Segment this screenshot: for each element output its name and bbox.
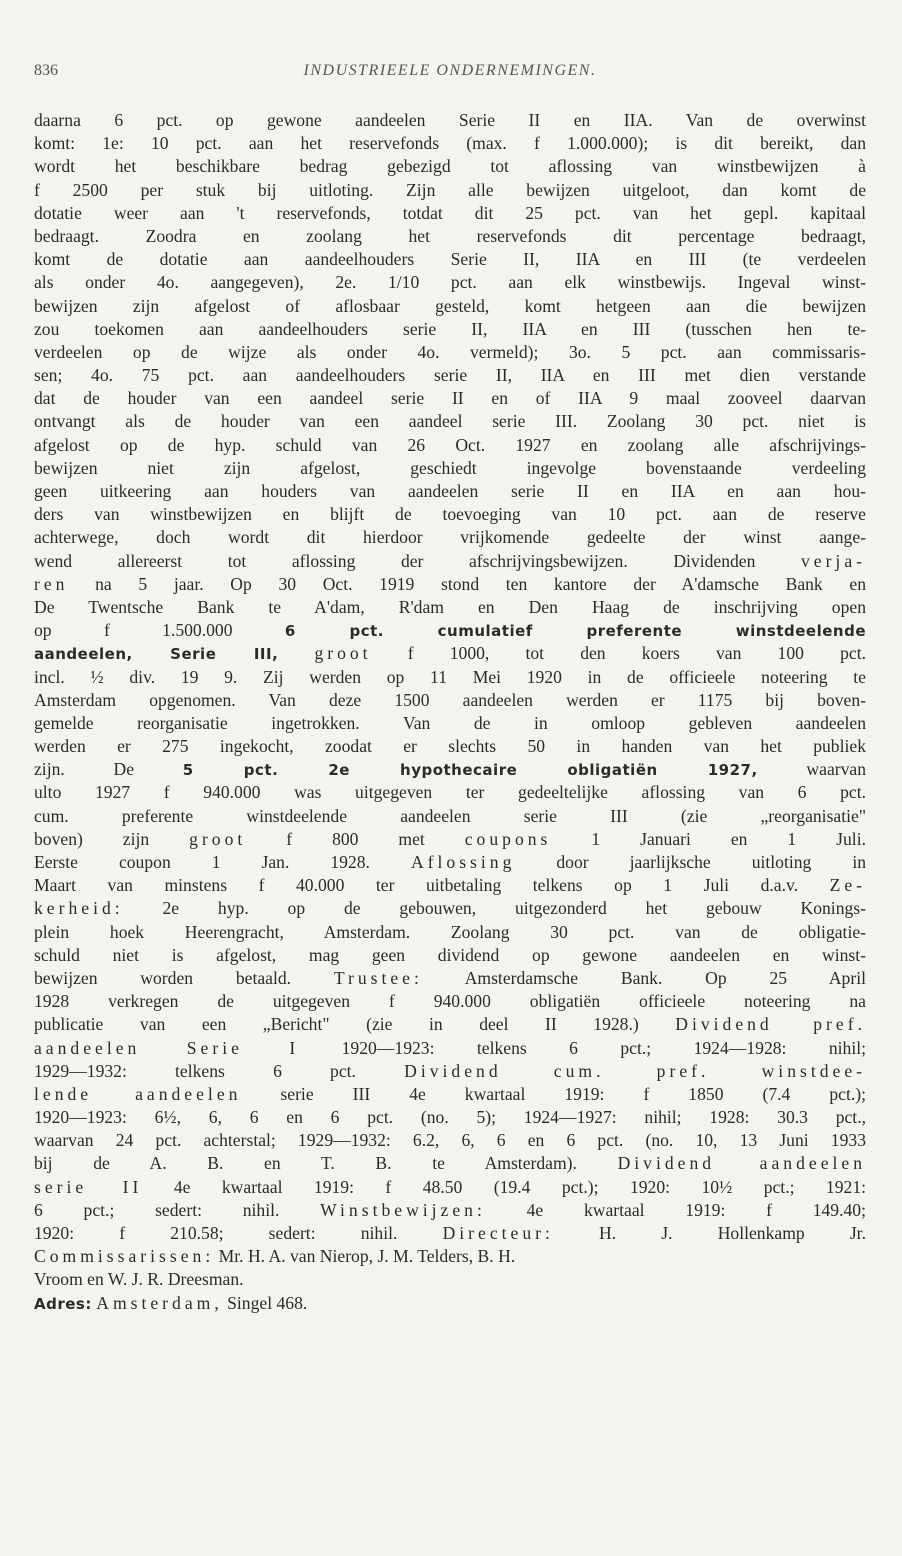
bold-run: 6 pct. cumulatief preferente winstdeelende <box>284 622 867 641</box>
text-run: komt: 1e: 10 pct. aan het reservefonds (max. f 1.000.000); is dit bereikt, dan <box>34 133 866 154</box>
text-line <box>34 1268 866 1291</box>
text-line <box>34 1292 866 1315</box>
text-line <box>34 1199 866 1222</box>
text-line <box>34 967 866 990</box>
text-run: schuld niet is afgelost, mag geen dividend op gewone aandeelen en winst- <box>34 944 866 965</box>
text-line <box>34 1060 866 1083</box>
text-line <box>34 1037 866 1060</box>
text-line <box>34 666 866 689</box>
text-run: plein hoek Heerengracht, Amsterdam. Zoolang 30 pct. van de obligatie- <box>34 921 866 942</box>
text-run: Eerste coupon 1 Jan. 1928. <box>34 852 411 872</box>
text-line <box>34 805 866 828</box>
spaced-run: Dividend aandeelen <box>617 1153 867 1174</box>
text-run: achterwege, doch wordt dit hierdoor vrijkomende gedeelte der winst aange- <box>34 527 866 548</box>
text-run: bij de A. B. en T. B. te Amsterdam). <box>34 1153 618 1174</box>
text-line <box>34 179 866 202</box>
text-run: 4e kwartaal 1919: f 149.40; <box>485 1199 866 1220</box>
bold-run: Adres: <box>34 1294 92 1313</box>
text-line <box>34 689 866 712</box>
text-line <box>34 921 866 944</box>
text-line <box>34 990 866 1013</box>
text-line <box>34 1176 866 1199</box>
text-run: verdeelen op de wijze als onder 4o. vermeld); 3o. 5 pct. aan commissaris- <box>34 341 866 362</box>
text-line <box>34 434 866 457</box>
text-line <box>34 271 866 294</box>
text-run: H. J. Hollenkamp Jr. <box>553 1223 866 1243</box>
text-run: 1929—1932: telkens 6 pct. <box>34 1060 405 1081</box>
text-run: op f 1.500.000 <box>34 620 285 641</box>
text-run: dat de houder van een aandeel serie II en of IIA 9 maal zooveel daarvan <box>34 388 866 409</box>
spaced-run: aandeelen Serie I <box>34 1037 300 1058</box>
text-run: cum. preferente winstdeelende aandeelen serie III (zie „reorganisatie" <box>34 805 866 826</box>
text-line <box>34 225 866 248</box>
text-run <box>278 643 314 663</box>
text-run: f 2500 per stuk bij uitloting. Zijn alle bewijzen uitgeloot, dan komt de <box>34 179 866 200</box>
text-run: Mr. H. A. van Nierop, J. M. Telders, B. H. <box>214 1246 516 1267</box>
text-line <box>34 1222 866 1245</box>
text-run: door jaarlijksche uitloting in <box>515 852 867 872</box>
page-header <box>34 62 866 86</box>
text-run: f 1000, tot den koers van 100 pct. <box>371 643 866 664</box>
text-line <box>34 758 866 781</box>
text-run: boven) zijn <box>34 828 190 849</box>
spaced-run: serie II <box>34 1176 143 1197</box>
spaced-run: Dividend pref. <box>675 1014 866 1035</box>
text-run: 1 Januari en 1 Juli. <box>551 828 866 849</box>
text-run: ders van winstbewijzen en blijft de toevoeging van 10 pct. aan de reserve <box>34 504 866 525</box>
text-run: 1920—1923: telkens 6 pct.; 1924—1928: nihil; <box>299 1037 866 1058</box>
text-line <box>34 248 866 271</box>
text-run: bewijzen zijn afgelost of aflosbaar gesteld, komt hetgeen aan die bewijzen <box>34 295 866 316</box>
text-run: ulto 1927 f 940.000 was uitgegeven ter gedeeltelijke aflossing van 6 pct. <box>34 782 866 803</box>
text-line <box>34 1129 866 1152</box>
text-line <box>34 874 866 897</box>
text-run: 4e kwartaal 1919: f 48.50 (19.4 pct.); 1920: 10½ pct.; 1921: <box>142 1176 867 1197</box>
text-line <box>34 1083 866 1106</box>
running-title: INDUSTRIEELE ONDERNEMINGEN. <box>303 62 597 79</box>
text-run: na 5 jaar. Op 30 Oct. 1919 stond ten kantore der A'damsche Bank en <box>68 573 866 594</box>
text-run: bewijzen worden betaald. <box>34 967 334 988</box>
text-line <box>34 1106 866 1129</box>
text-run: 1920: f 210.58; sedert: nihil. <box>34 1223 443 1243</box>
spaced-run: coupons <box>464 828 552 849</box>
text-line <box>34 573 866 596</box>
text-line <box>34 619 866 642</box>
text-run: geen uitkeering aan houders van aandeelen serie II en IIA en aan hou- <box>34 481 866 501</box>
text-line <box>34 341 866 364</box>
text-run: Amsterdamsche Bank. Op 25 April <box>422 967 866 988</box>
text-run: zijn. De <box>34 759 183 780</box>
text-run: Vroom en W. J. R. Dreesman. <box>34 1269 244 1290</box>
spaced-run: Dividend cum. pref. winstdee- <box>404 1060 866 1081</box>
text-line <box>34 202 866 225</box>
text-run: Amsterdam opgenomen. Van deze 1500 aandeelen werden er 1175 bij boven- <box>34 689 866 710</box>
text-run: waarvan <box>757 759 867 780</box>
text-run: De Twentsche Bank te A'dam, R'dam en Den Haag de inschrijving open <box>34 596 866 617</box>
text-line <box>34 712 866 735</box>
spaced-run: kerheid: <box>34 898 124 919</box>
text-run: 1920—1923: 6½, 6, 6 en 6 pct. (no. 5); 1924—1927: nihil; 1928: 30.3 pct., <box>34 1107 866 1128</box>
text-run: 6 pct.; sedert: nihil. <box>34 1199 321 1220</box>
text-line <box>34 503 866 526</box>
text-run: waarvan 24 pct. achterstal; 1929—1932: 6.2, 6, 6 en 6 pct. (no. 10, 13 Juni 1933 <box>34 1130 866 1151</box>
text-run: ontvangt als de houder van een aandeel serie III. Zoolang 30 pct. niet is <box>34 411 866 432</box>
text-run: gemelde reorganisatie ingetrokken. Van de in omloop gebleven aandeelen <box>34 712 866 733</box>
text-line <box>34 480 866 503</box>
text-run: Singel 468. <box>222 1292 308 1313</box>
text-run: werden er 275 ingekocht, zoodat er slechts 50 in handen van het publiek <box>34 736 866 757</box>
spaced-run: Aflossing <box>410 852 516 872</box>
text-run: wordt het beschikbare bedrag gebezigd tot aflossing van winstbewijzen à <box>34 156 866 177</box>
text-line <box>34 1013 866 1036</box>
text-line <box>34 642 866 665</box>
spaced-run: Ze- <box>829 875 866 896</box>
text-run: f 800 met <box>246 828 465 849</box>
text-run: Maart van minstens f 40.000 ter uitbetaling telkens op 1 Juli d.a.v. <box>34 875 830 896</box>
text-run: afgelost op de hyp. schuld van 26 Oct. 1927 en zoolang alle afschrijvings- <box>34 434 866 455</box>
bold-run: 5 pct. 2e hypothecaire obligatiën 1927, <box>182 761 758 780</box>
text-line <box>34 295 866 318</box>
text-line <box>34 897 866 920</box>
text-run: daarna 6 pct. op gewone aandeelen Serie II en IIA. Van de overwinst <box>34 110 866 130</box>
text-line <box>34 364 866 387</box>
text-line <box>34 387 866 410</box>
page-number: 836 <box>34 62 58 79</box>
text-line <box>34 1152 866 1175</box>
text-line <box>34 735 866 758</box>
spaced-run: groot <box>189 828 247 849</box>
text-line <box>34 944 866 967</box>
text-line <box>34 596 866 619</box>
spaced-run: groot <box>314 643 372 664</box>
text-run: 1928 verkregen de uitgegeven f 940.000 obligatiën officieele noteering na <box>34 991 866 1012</box>
spaced-run: lende aandeelen <box>34 1083 242 1104</box>
text-run: komt de dotatie aan aandeelhouders Serie II, IIA en III (te verdeelen <box>34 249 866 270</box>
text-line <box>34 1245 866 1268</box>
text-line <box>34 550 866 573</box>
text-run: als onder 4o. aangegeven), 2e. 1/10 pct. aan elk winstbewijs. Ingeval winst- <box>34 272 866 293</box>
text-line <box>34 851 866 874</box>
text-line <box>34 132 866 155</box>
spaced-run: Commissarissen: <box>34 1246 215 1267</box>
text-run: dotatie weer aan 't reservefonds, totdat dit 25 pct. van het gepl. kapitaal <box>34 202 866 223</box>
spaced-run: verja- <box>800 550 866 571</box>
text-line <box>34 828 866 851</box>
bold-run: aandeelen, Serie III, <box>34 645 279 664</box>
text-line <box>34 526 866 549</box>
text-run: serie III 4e kwartaal 1919: f 1850 (7.4 pct.); <box>241 1083 866 1104</box>
spaced-run: ren <box>34 573 69 594</box>
text-run: incl. ½ div. 19 9. Zij werden op 11 Mei 1920 in de officieele noteering te <box>34 666 866 687</box>
spaced-run: Directeur: <box>442 1223 554 1243</box>
text-line <box>34 109 866 132</box>
text-line <box>34 457 866 480</box>
text-line <box>34 318 866 341</box>
text-run: wend allereerst tot aflossing der afschrijvingsbewijzen. Dividenden <box>34 550 801 571</box>
text-run: publicatie van een „Bericht" (zie in deel II 1928.) <box>34 1014 676 1035</box>
text-line <box>34 410 866 433</box>
body-text <box>34 109 866 1315</box>
spaced-run: Amsterdam, <box>96 1292 223 1313</box>
text-run: bewijzen niet zijn afgelost, geschiedt ingevolge bovenstaande verdeeling <box>34 457 866 478</box>
text-run: zou toekomen aan aandeelhouders serie II, IIA en III (tusschen hen te- <box>34 318 866 339</box>
text-run: 2e hyp. op de gebouwen, uitgezonderd het gebouw Konings- <box>123 898 866 919</box>
text-line <box>34 155 866 178</box>
text-run: sen; 4o. 75 pct. aan aandeelhouders serie II, IIA en III met dien verstande <box>34 365 866 386</box>
spaced-run: Trustee: <box>333 967 423 988</box>
text-line <box>34 781 866 804</box>
spaced-run: Winstbewijzen: <box>320 1199 486 1220</box>
text-run: bedraagt. Zoodra en zoolang het reservefonds dit percentage bedraagt, <box>34 225 866 246</box>
